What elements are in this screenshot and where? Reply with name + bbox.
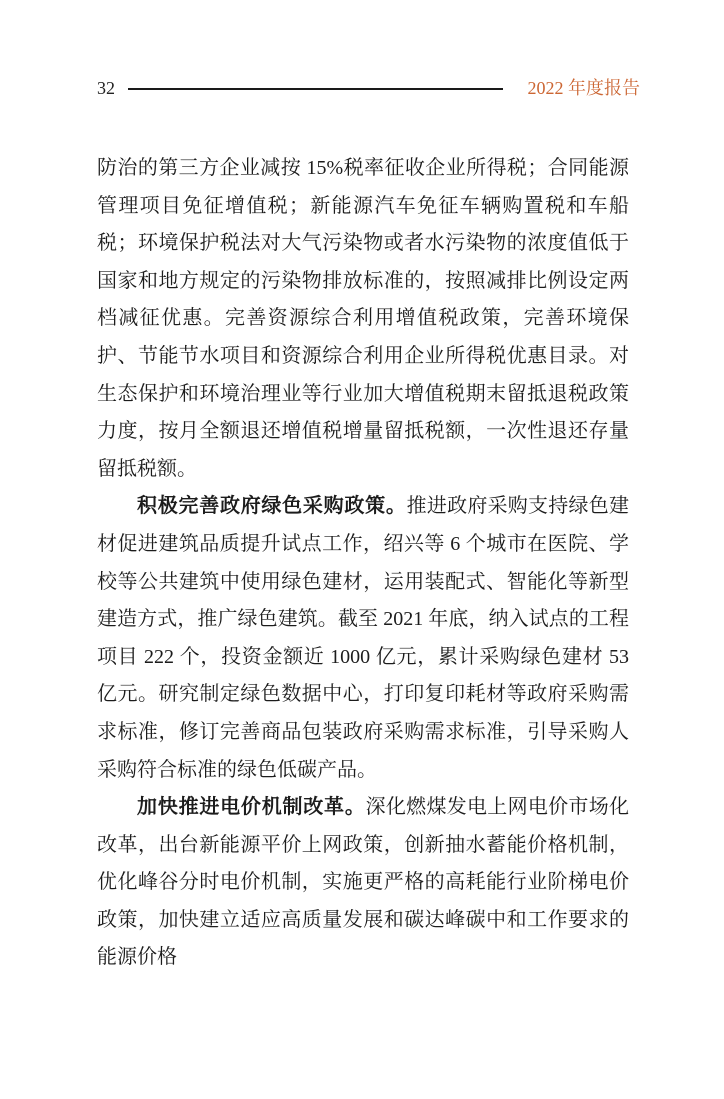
report-title: 2022 年度报告 xyxy=(527,78,640,98)
document-page xyxy=(0,76,724,1099)
page-number: 32 xyxy=(97,78,115,98)
paragraph-green-procurement xyxy=(97,488,629,789)
page-header xyxy=(97,76,640,100)
paragraph-lead: 积极完善政府绿色采购政策。 xyxy=(137,495,407,518)
paragraph-lead: 加快推进电价机制改革。 xyxy=(137,796,366,819)
paragraph-electricity-pricing xyxy=(97,789,629,977)
paragraph-text: 推进政府采购支持绿色建材促进建筑品质提升试点工作，绍兴等 6 个城市在医院、学校等公共建筑中使用绿色建材，运用装配式、智能化等新型建造方式，推广绿色建筑。截至 2021 年底，纳入试点的工程项目 222 个，投资金额近 1000 亿元，累计采购绿色建材 53 亿元。研究制定绿色数据中心，打印复印耗材等政府采购需求标准，修订完善商品包装政府采购需求标准，引导采购人采购符合标准的绿色低碳产品。 xyxy=(97,495,630,781)
paragraph-text: 防治的第三方企业减按 15%税率征收企业所得税；合同能源管理项目免征增值税；新能源汽车免征车辆购置税和车船税；环境保护税法对大气污染物或者水污染物的浓度值低于国家和地方规定的污染物排放标准的，按照减排比例设定两档减征优惠。完善资源综合利用增值税政策，完善环境保护、节能节水项目和资源综合利用企业所得税优惠目录。对生态保护和环境治理业等行业加大增值税期末留抵退税政策力度，按月全额退还增值税增量留抵税额，一次性退还存量留抵税额。 xyxy=(97,157,629,480)
paragraph-tax-incentives xyxy=(97,150,629,488)
paragraph-text: 深化燃煤发电上网电价市场化改革，出台新能源平价上网政策，创新抽水蓄能价格机制，优化峰谷分时电价机制，实施更严格的高耗能行业阶梯电价政策，加快建立适应高质量发展和碳达峰碳中和工作要求的能源价格 xyxy=(97,796,630,969)
page-body xyxy=(97,150,629,977)
header-rule xyxy=(128,88,503,90)
